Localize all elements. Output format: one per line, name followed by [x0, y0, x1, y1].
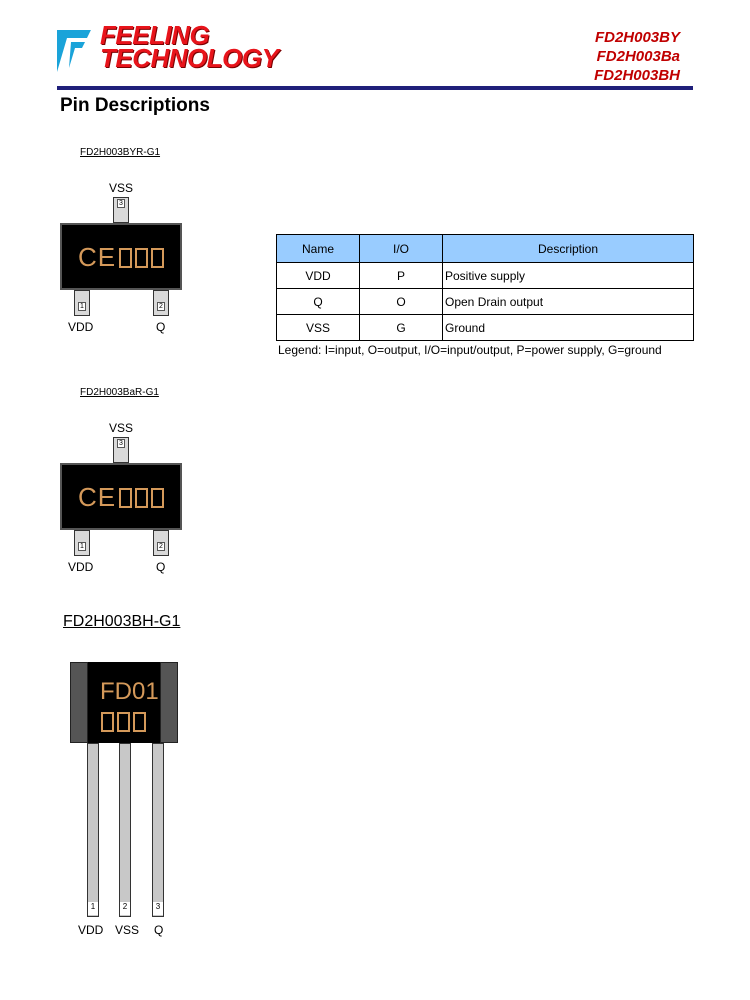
- section-title: Pin Descriptions: [60, 95, 210, 116]
- table-row: [277, 315, 694, 341]
- pin-number: 3: [153, 902, 163, 915]
- pin-number: 1: [78, 542, 86, 551]
- pin-name-left: VDD: [68, 560, 94, 574]
- pin-number: 2: [157, 542, 165, 551]
- pin-name: Q: [154, 923, 164, 937]
- table-header-cell: I/O: [360, 235, 443, 263]
- marking-text: CE: [78, 242, 117, 272]
- package-label: FD2H003BH-G1: [63, 613, 181, 630]
- package-label: FD2H003BaR-G1: [80, 387, 159, 398]
- marking-placeholder: [133, 712, 146, 732]
- table-header-row: [277, 235, 694, 263]
- pin-name-top: VSS: [109, 421, 134, 435]
- pin-number: 1: [88, 902, 98, 915]
- table-legend: Legend: I=input, O=output, I/O=input/output, P=power supply, G=ground: [278, 343, 662, 357]
- header-rule: [57, 86, 693, 90]
- marking-placeholder: [119, 488, 132, 508]
- pin-lead-1: [74, 290, 90, 316]
- marking-placeholder: [151, 488, 164, 508]
- company-logo-text: [100, 20, 279, 73]
- marking-placeholder: [135, 248, 148, 268]
- table-header-cell: Description: [443, 235, 694, 263]
- table-cell: Open Drain output: [443, 289, 694, 315]
- table-cell: P: [360, 263, 443, 289]
- table-cell: O: [360, 289, 443, 315]
- table-cell: Positive supply: [443, 263, 694, 289]
- marking-placeholder: [101, 712, 114, 732]
- marking-placeholder: [135, 488, 148, 508]
- part-number: FD2H003BH: [594, 67, 680, 84]
- pin-name-right: Q: [156, 320, 166, 334]
- table-row: [277, 263, 694, 289]
- pin-lead-2: [153, 290, 169, 316]
- table-row: [277, 289, 694, 315]
- table-cell: G: [360, 315, 443, 341]
- pin-description-table: [276, 234, 694, 341]
- pin-number: 3: [117, 199, 125, 208]
- table-cell: Q: [277, 289, 360, 315]
- pin-lead-3: [113, 197, 129, 223]
- pin-number: 3: [117, 439, 125, 448]
- marking-text: CE: [78, 482, 117, 512]
- sot23-package-body: [60, 223, 182, 290]
- part-number: FD2H003Ba: [596, 48, 680, 65]
- marking-placeholder: [119, 248, 132, 268]
- table-cell: VSS: [277, 315, 360, 341]
- table-cell: Ground: [443, 315, 694, 341]
- to92-lead-3: [152, 743, 164, 917]
- pin-name: VDD: [78, 923, 104, 937]
- to92-lead-2: [119, 743, 131, 917]
- marking-placeholder: [117, 712, 130, 732]
- pin-number: 2: [120, 902, 130, 915]
- table-header-cell: Name: [277, 235, 360, 263]
- package-marking-line-1: FD01: [100, 678, 159, 705]
- marking-placeholder: [151, 248, 164, 268]
- pin-name-right: Q: [156, 560, 166, 574]
- pin-lead-1: [74, 530, 90, 556]
- logo-line-2: TECHNOLOGY: [100, 43, 279, 73]
- to92-body-side-left: [70, 662, 88, 743]
- pin-number: 2: [157, 302, 165, 311]
- pin-number: 1: [78, 302, 86, 311]
- pin-name-left: VDD: [68, 320, 94, 334]
- package-label: FD2H003BYR-G1: [80, 147, 161, 158]
- to92-package-body: [88, 662, 160, 743]
- pin-lead-3: [113, 437, 129, 463]
- pin-name: VSS: [115, 923, 140, 937]
- package-marking: [78, 242, 164, 273]
- to92-body-side-right: [160, 662, 178, 743]
- part-number: FD2H003BY: [594, 29, 680, 46]
- pin-name-top: VSS: [109, 181, 134, 195]
- pin-lead-2: [153, 530, 169, 556]
- sot23-package-body: [60, 463, 182, 530]
- company-logo-icon: [57, 28, 97, 74]
- part-number-list: [594, 28, 680, 85]
- package-marking: [78, 482, 164, 513]
- logo-line-1: FEELING: [100, 20, 210, 50]
- to92-lead-1: [87, 743, 99, 917]
- table-cell: VDD: [277, 263, 360, 289]
- package-marking-line-2: [101, 706, 146, 737]
